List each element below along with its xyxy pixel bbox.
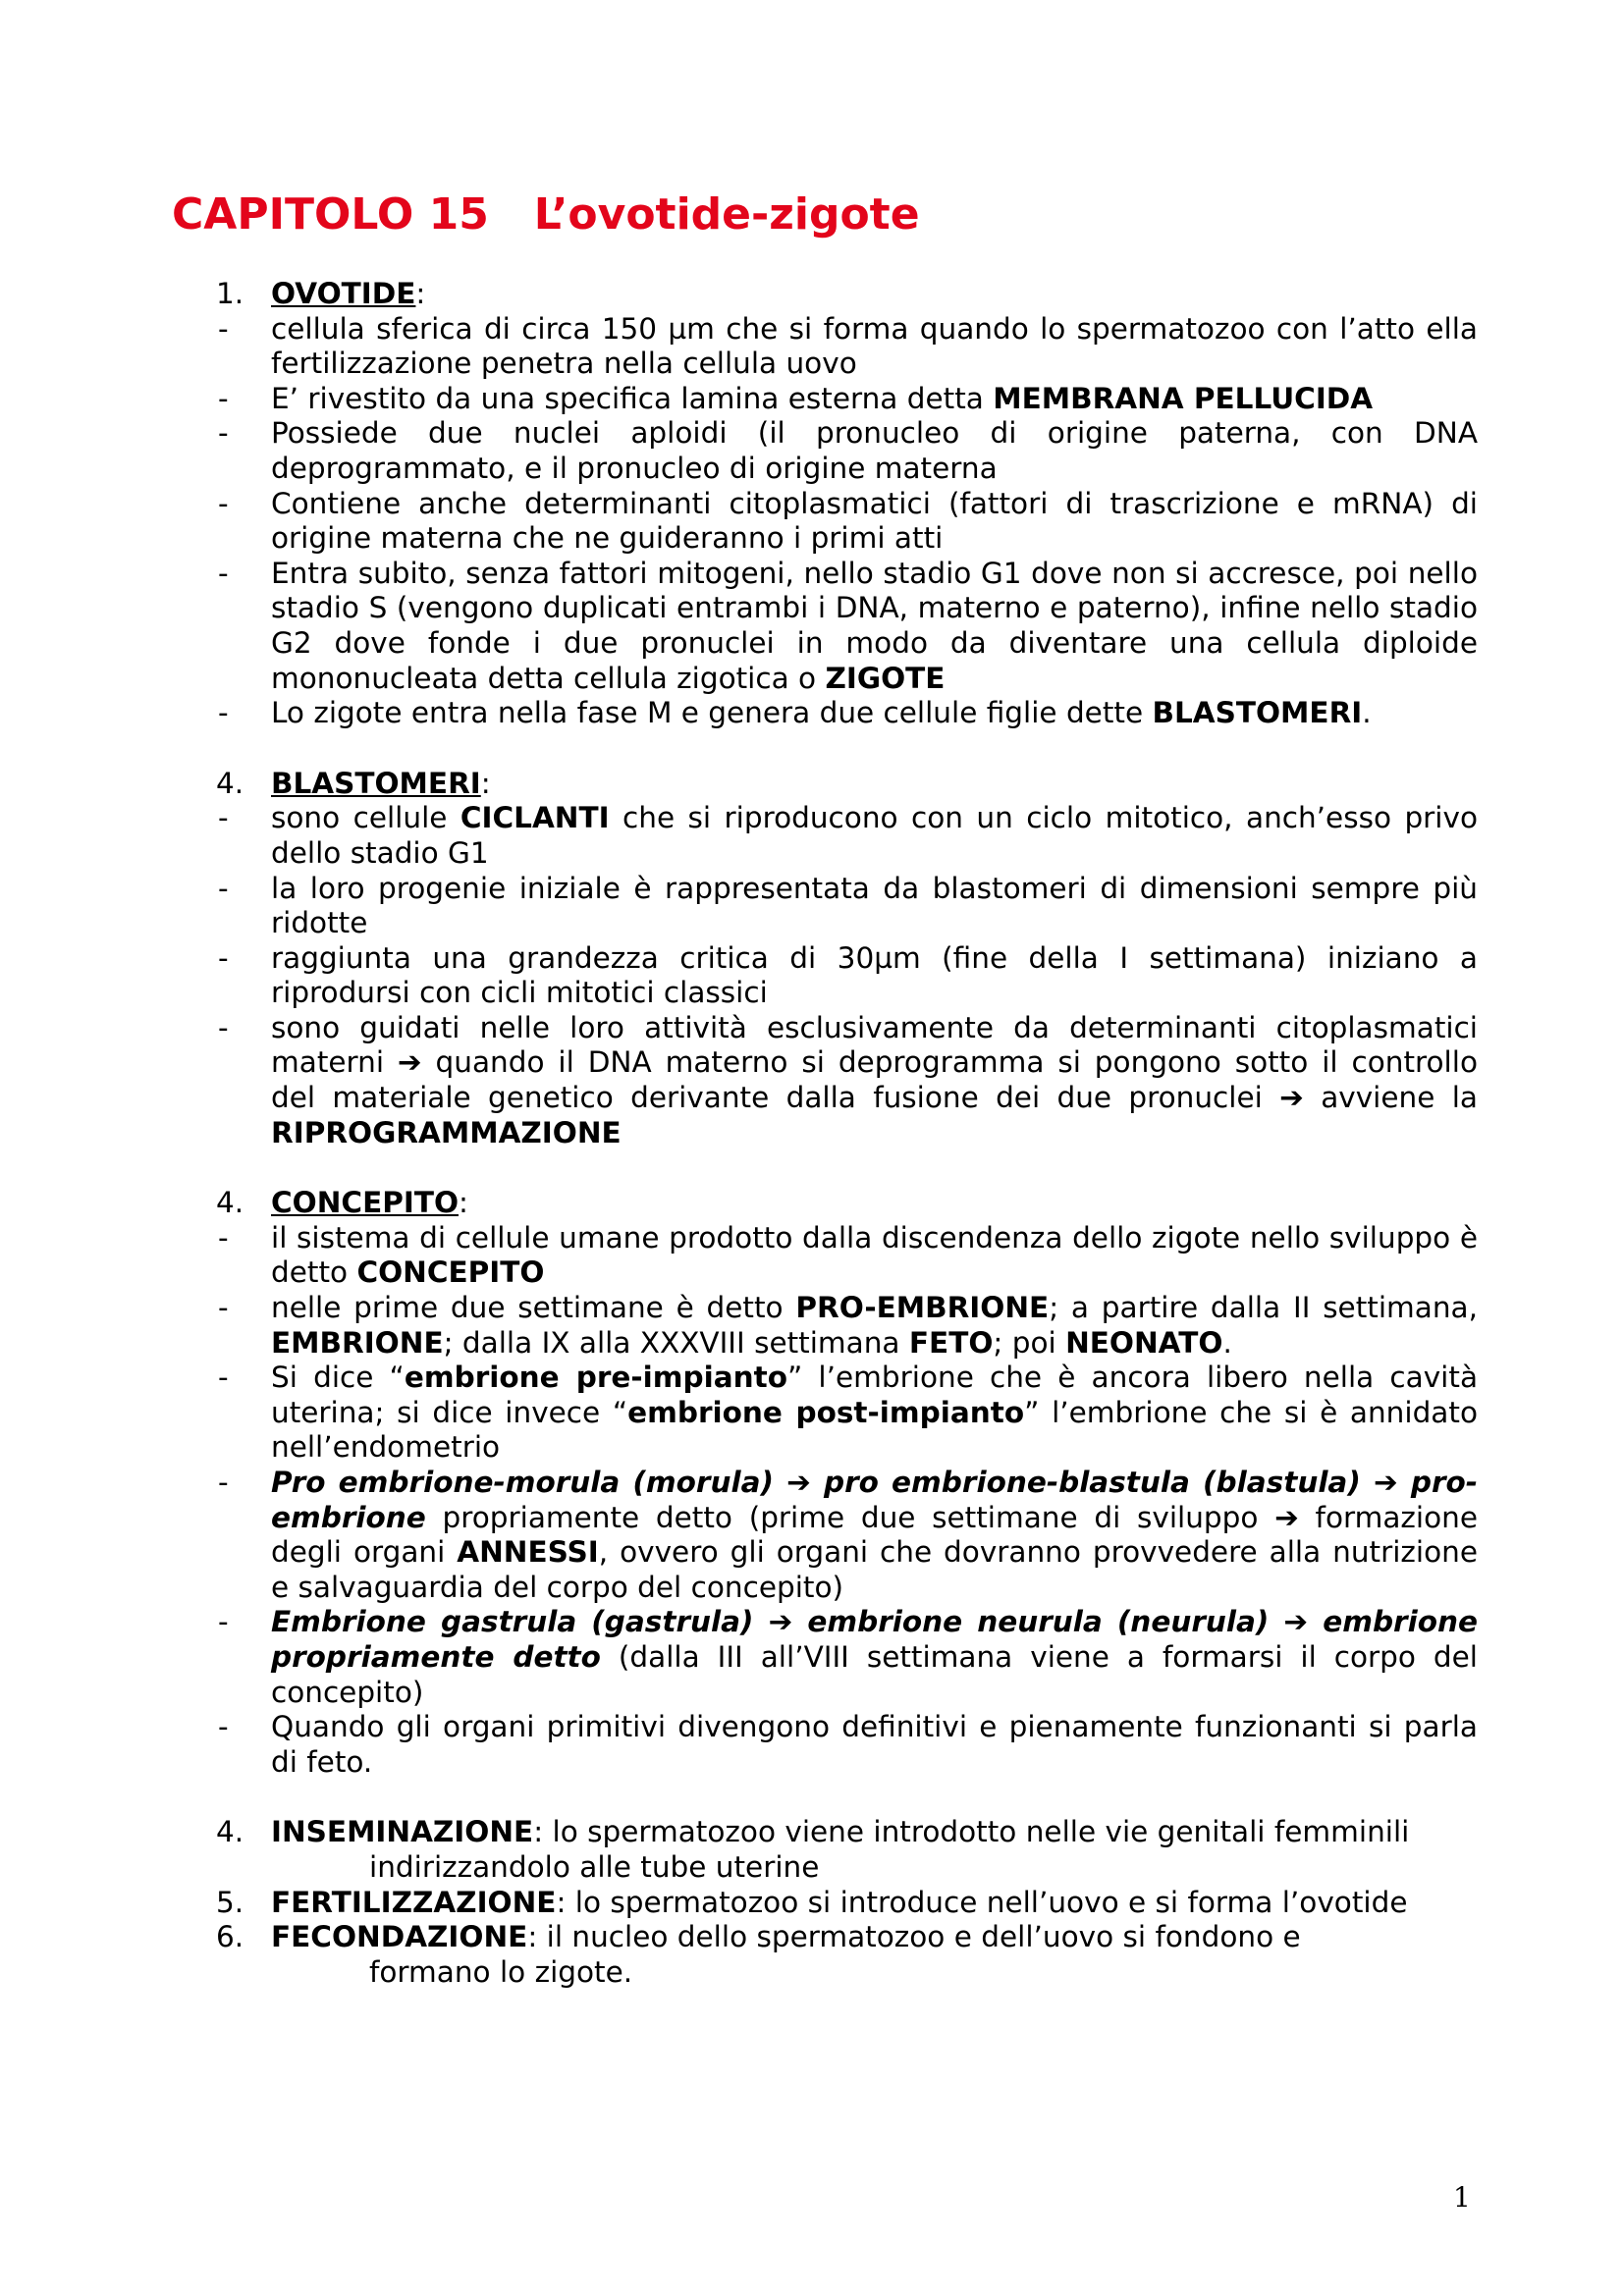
- definition-term: INSEMINAZIONE: [271, 1815, 534, 1849]
- section-title: BLASTOMERI: [271, 766, 481, 800]
- emphasized-text: EMBRIONE: [271, 1325, 444, 1360]
- bullet-text: che si riproducono con un ciclo mitotico, anch’esso privo dello stadio G1: [271, 801, 1478, 870]
- definition-number: 6.: [216, 1920, 244, 1954]
- bullet-item: [216, 1221, 1478, 1291]
- chapter-content: [216, 277, 1478, 1990]
- emphasized-text: CONCEPITO: [356, 1255, 545, 1290]
- definition-item: [216, 1886, 1478, 1921]
- definition-text: : lo spermatozoo si introduce nell’uovo e si forma l’ovotide: [556, 1885, 1408, 1919]
- page-number: 1: [1453, 2181, 1471, 2214]
- bullet-item: [216, 1011, 1478, 1150]
- bullet-text: ; poi: [993, 1325, 1066, 1360]
- section-gap: [216, 1780, 1478, 1815]
- emphasized-text: RIPROGRAMMAZIONE: [271, 1115, 622, 1149]
- chapter-number: CAPITOLO 15: [172, 189, 489, 240]
- bullet-text: il sistema di cellule umane prodotto dalla discendenza dello zigote nello sviluppo è detto: [271, 1220, 1478, 1290]
- emphasized-text: CICLANTI: [460, 801, 610, 835]
- bullet-text: ” l’embrione che si è annidato nell’endometrio: [271, 1395, 1478, 1465]
- bullet-item: [216, 1710, 1478, 1780]
- bullet-dash: -: [218, 1361, 229, 1395]
- bullet-dash: -: [218, 871, 229, 905]
- bullet-text: , ovvero gli organi che dovranno provvedere alla nutrizione e salvaguardia del corpo del concepito): [271, 1535, 1479, 1604]
- bullet-item: [216, 487, 1478, 557]
- section-colon: :: [480, 766, 491, 800]
- section-colon: :: [459, 1186, 468, 1220]
- emphasized-text: NEONATO: [1065, 1325, 1223, 1360]
- bullet-dash: -: [218, 1710, 229, 1744]
- section-number: 4.: [216, 1186, 244, 1220]
- section-colon: :: [415, 277, 426, 310]
- bullet-dash: -: [218, 311, 229, 346]
- section-gap: [216, 731, 1478, 767]
- bullet-item: [216, 1466, 1478, 1605]
- bullet-text: nelle prime due settimane è detto: [271, 1291, 796, 1325]
- bullet-text: sono cellule: [271, 801, 460, 835]
- bullet-dash: -: [218, 696, 229, 730]
- emphasized-text: Pro embrione-morula (morula) ➔ pro embrione-blastula (blastula) ➔ pro-embrione: [271, 1466, 1478, 1534]
- bullet-text: .: [1362, 696, 1372, 730]
- chapter-subject: L’ovotide-zigote: [533, 189, 920, 240]
- bullet-item: [216, 382, 1478, 417]
- bullet-text: raggiunta una grandezza critica di 30µm (fine della I settimana) iniziano a riprodursi con cicli mitotici classici: [271, 940, 1478, 1010]
- bullet-item: [216, 801, 1478, 871]
- bullet-text: la loro progenie iniziale è rappresentata da blastomeri di dimensioni sempre più ridotte: [271, 871, 1478, 940]
- bullet-text: ” l’embrione che è ancora libero nella cavità uterina; si dice invece “: [271, 1361, 1479, 1429]
- emphasized-text: FETO: [908, 1325, 994, 1360]
- emphasized-text: embrione post-impianto: [627, 1395, 1025, 1429]
- bullet-dash: -: [218, 1291, 229, 1325]
- section-heading: [216, 767, 1478, 802]
- emphasized-text: Embrione gastrula (gastrula) ➔ embrione neurula (neurula) ➔ embrione propriamente detto: [271, 1605, 1478, 1674]
- bullet-text: Si dice “: [271, 1361, 405, 1395]
- emphasized-text: BLASTOMERI: [1152, 696, 1363, 730]
- bullet-item: [216, 312, 1478, 382]
- bullet-text: Quando gli organi primitivi divengono definitivi e pienamente funzionanti si parla di feto.: [271, 1710, 1478, 1779]
- emphasized-text: PRO-EMBRIONE: [795, 1291, 1050, 1325]
- bullet-dash: -: [218, 416, 229, 451]
- definition-number: 5.: [216, 1885, 244, 1919]
- definition-text: : il nucleo dello spermatozoo e dell’uovo si fondono e: [527, 1920, 1301, 1954]
- bullet-dash: -: [218, 801, 229, 835]
- bullet-text: Possiede due nuclei aploidi (il pronucleo di origine paterna, con DNA deprogrammato, e il pronucleo di origine materna: [271, 416, 1478, 485]
- definition-item: [216, 1815, 1478, 1885]
- bullet-text: ; dalla IX alla XXXVIII settimana: [443, 1325, 909, 1360]
- bullet-text: (dalla III all’VIII settimana viene a formarsi il corpo del concepito): [271, 1639, 1478, 1709]
- bullet-dash: -: [218, 381, 229, 415]
- bullet-item: [216, 696, 1478, 731]
- bullet-dash: -: [218, 1220, 229, 1255]
- definition-continuation: formano lo zigote.: [369, 1954, 633, 1989]
- bullet-item: [216, 1605, 1478, 1710]
- bullet-item: [216, 941, 1478, 1011]
- definition-text: : lo spermatozoo viene introdotto nelle vie genitali femminili: [533, 1815, 1410, 1849]
- definition-number: 4.: [216, 1815, 244, 1849]
- definition-continuation: indirizzandolo alle tube uterine: [369, 1849, 820, 1884]
- definition-term: FERTILIZZAZIONE: [271, 1885, 557, 1919]
- bullet-item: [216, 1291, 1478, 1361]
- section-title: CONCEPITO: [271, 1186, 460, 1220]
- chapter-title: [172, 189, 920, 240]
- bullet-dash: -: [218, 940, 229, 975]
- bullet-text: Contiene anche determinanti citoplasmatici (fattori di trascrizione e mRNA) di origine materna che ne guideranno i primi atti: [271, 486, 1478, 556]
- emphasized-text: ANNESSI: [457, 1535, 599, 1570]
- bullet-text: Lo zigote entra nella fase M e genera due cellule figlie dette: [271, 696, 1153, 730]
- bullet-text: .: [1222, 1325, 1232, 1360]
- bullet-dash: -: [218, 556, 229, 590]
- bullet-item: [216, 872, 1478, 941]
- definition-item: [216, 1920, 1478, 1990]
- section-number: 1.: [216, 277, 244, 310]
- bullet-item: [216, 416, 1478, 486]
- bullet-text: E’ rivestito da una specifica lamina esterna detta: [271, 381, 994, 415]
- bullet-item: [216, 1361, 1478, 1466]
- emphasized-text: MEMBRANA PELLUCIDA: [993, 381, 1374, 415]
- bullet-text: cellula sferica di circa 150 µm che si forma quando lo spermatozoo con l’atto ella fertilizzazione penetra nella cellula uovo: [271, 311, 1478, 381]
- bullet-dash: -: [218, 1010, 229, 1044]
- section-gap: [216, 1150, 1478, 1186]
- section-heading: [216, 1186, 1478, 1221]
- bullet-text: ; a partire dalla II settimana,: [1049, 1291, 1479, 1325]
- definition-term: FECONDAZIONE: [271, 1920, 528, 1954]
- section-title: OVOTIDE: [271, 277, 416, 310]
- bullet-dash: -: [218, 486, 229, 520]
- bullet-text: sono guidati nelle loro attività esclusivamente da determinanti citoplasmatici materni ➔ quando il DNA materno si deprogramma si pongono sotto il controllo del materiale genetico derivante dalla fusione dei due pronuclei ➔ avviene la: [271, 1010, 1478, 1115]
- section-heading: [216, 277, 1478, 312]
- bullet-text: propriamente detto (prime due settimane di sviluppo ➔ formazione degli organi: [271, 1500, 1478, 1570]
- emphasized-text: ZIGOTE: [825, 661, 946, 695]
- bullet-dash: -: [218, 1466, 229, 1499]
- bullet-dash: -: [218, 1605, 229, 1639]
- bullet-text: Entra subito, senza fattori mitogeni, nello stadio G1 dove non si accresce, poi nello stadio S (vengono duplicati entrambi i DNA, materno e paterno), infine nello stadio G2 dove fonde i due pronuclei in modo da diventare una cellula diploide mononucleata detta cellula zigotica o: [271, 556, 1478, 695]
- emphasized-text: embrione pre-impianto: [404, 1361, 787, 1395]
- section-number: 4.: [216, 766, 244, 800]
- bullet-item: [216, 557, 1478, 696]
